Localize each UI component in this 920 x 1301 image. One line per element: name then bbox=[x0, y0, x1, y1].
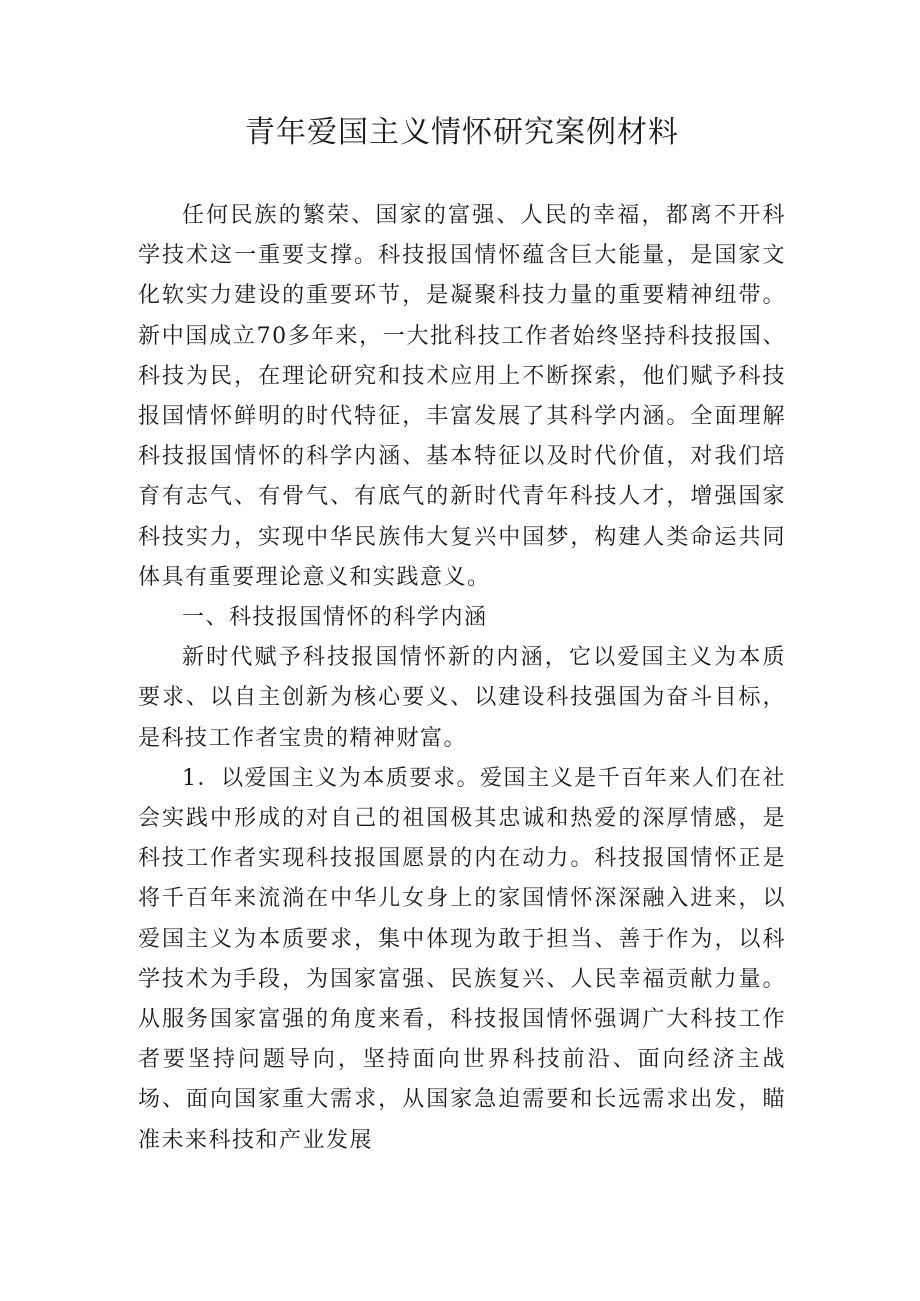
section-heading-1: 一、科技报国情怀的科学内涵 bbox=[182, 605, 488, 631]
paragraph-point-1: 1．以爱国主义为本质要求。爱国主义是千百年来人们在社会实践中形成的对自己的祖国极其忠诚和热爱的深厚情感，是科技工作者实现科技报国愿景的内在动力。科技报国情怀正是将千百年来流淌在中华儿女身上的家国情怀深深融入进来，以爱国主义为本质要求，集中体现为敢于担当、善于作为，以科学技术为手段，为国家富强、民族复兴、人民幸福贡献力量。从服务国家富强的角度来看，科技报国情怀强调广大科技工作者要坚持问题导向，坚持面向世界科技前沿、面向经济主战场、面向国家重大需求，从国家急迫需要和长远需求出发，瞄准未来科技和产业发展 bbox=[138, 765, 786, 1153]
document-title: 青年爱国主义情怀研究案例材料 bbox=[245, 115, 679, 150]
paragraph-section-1: 新时代赋予科技报国情怀新的内涵，它以爱国主义为本质要求、以自主创新为核心要义、以建设科技强国为奋斗目标，是科技工作者宝贵的精神财富。 bbox=[138, 645, 786, 751]
paragraph-intro: 任何民族的繁荣、国家的富强、人民的幸福，都离不开科学技术这一重要支撑。科技报国情怀蕴含巨大能量，是国家文化软实力建设的重要环节，是凝聚科技力量的重要精神纽带。新中国成立70多年来，一大批科技工作者始终坚持科技报国、科技为民，在理论研究和技术应用上不断探索，他们赋予科技报国情怀鲜明的时代特征，丰富发展了其科学内涵。全面理解科技报国情怀的科学内涵、基本特征以及时代价值，对我们培育有志气、有骨气、有底气的新时代青年科技人才，增强国家科技实力，实现中华民族伟大复兴中国梦，构建人类命运共同体具有重要理论意义和实践意义。 bbox=[138, 203, 786, 590]
